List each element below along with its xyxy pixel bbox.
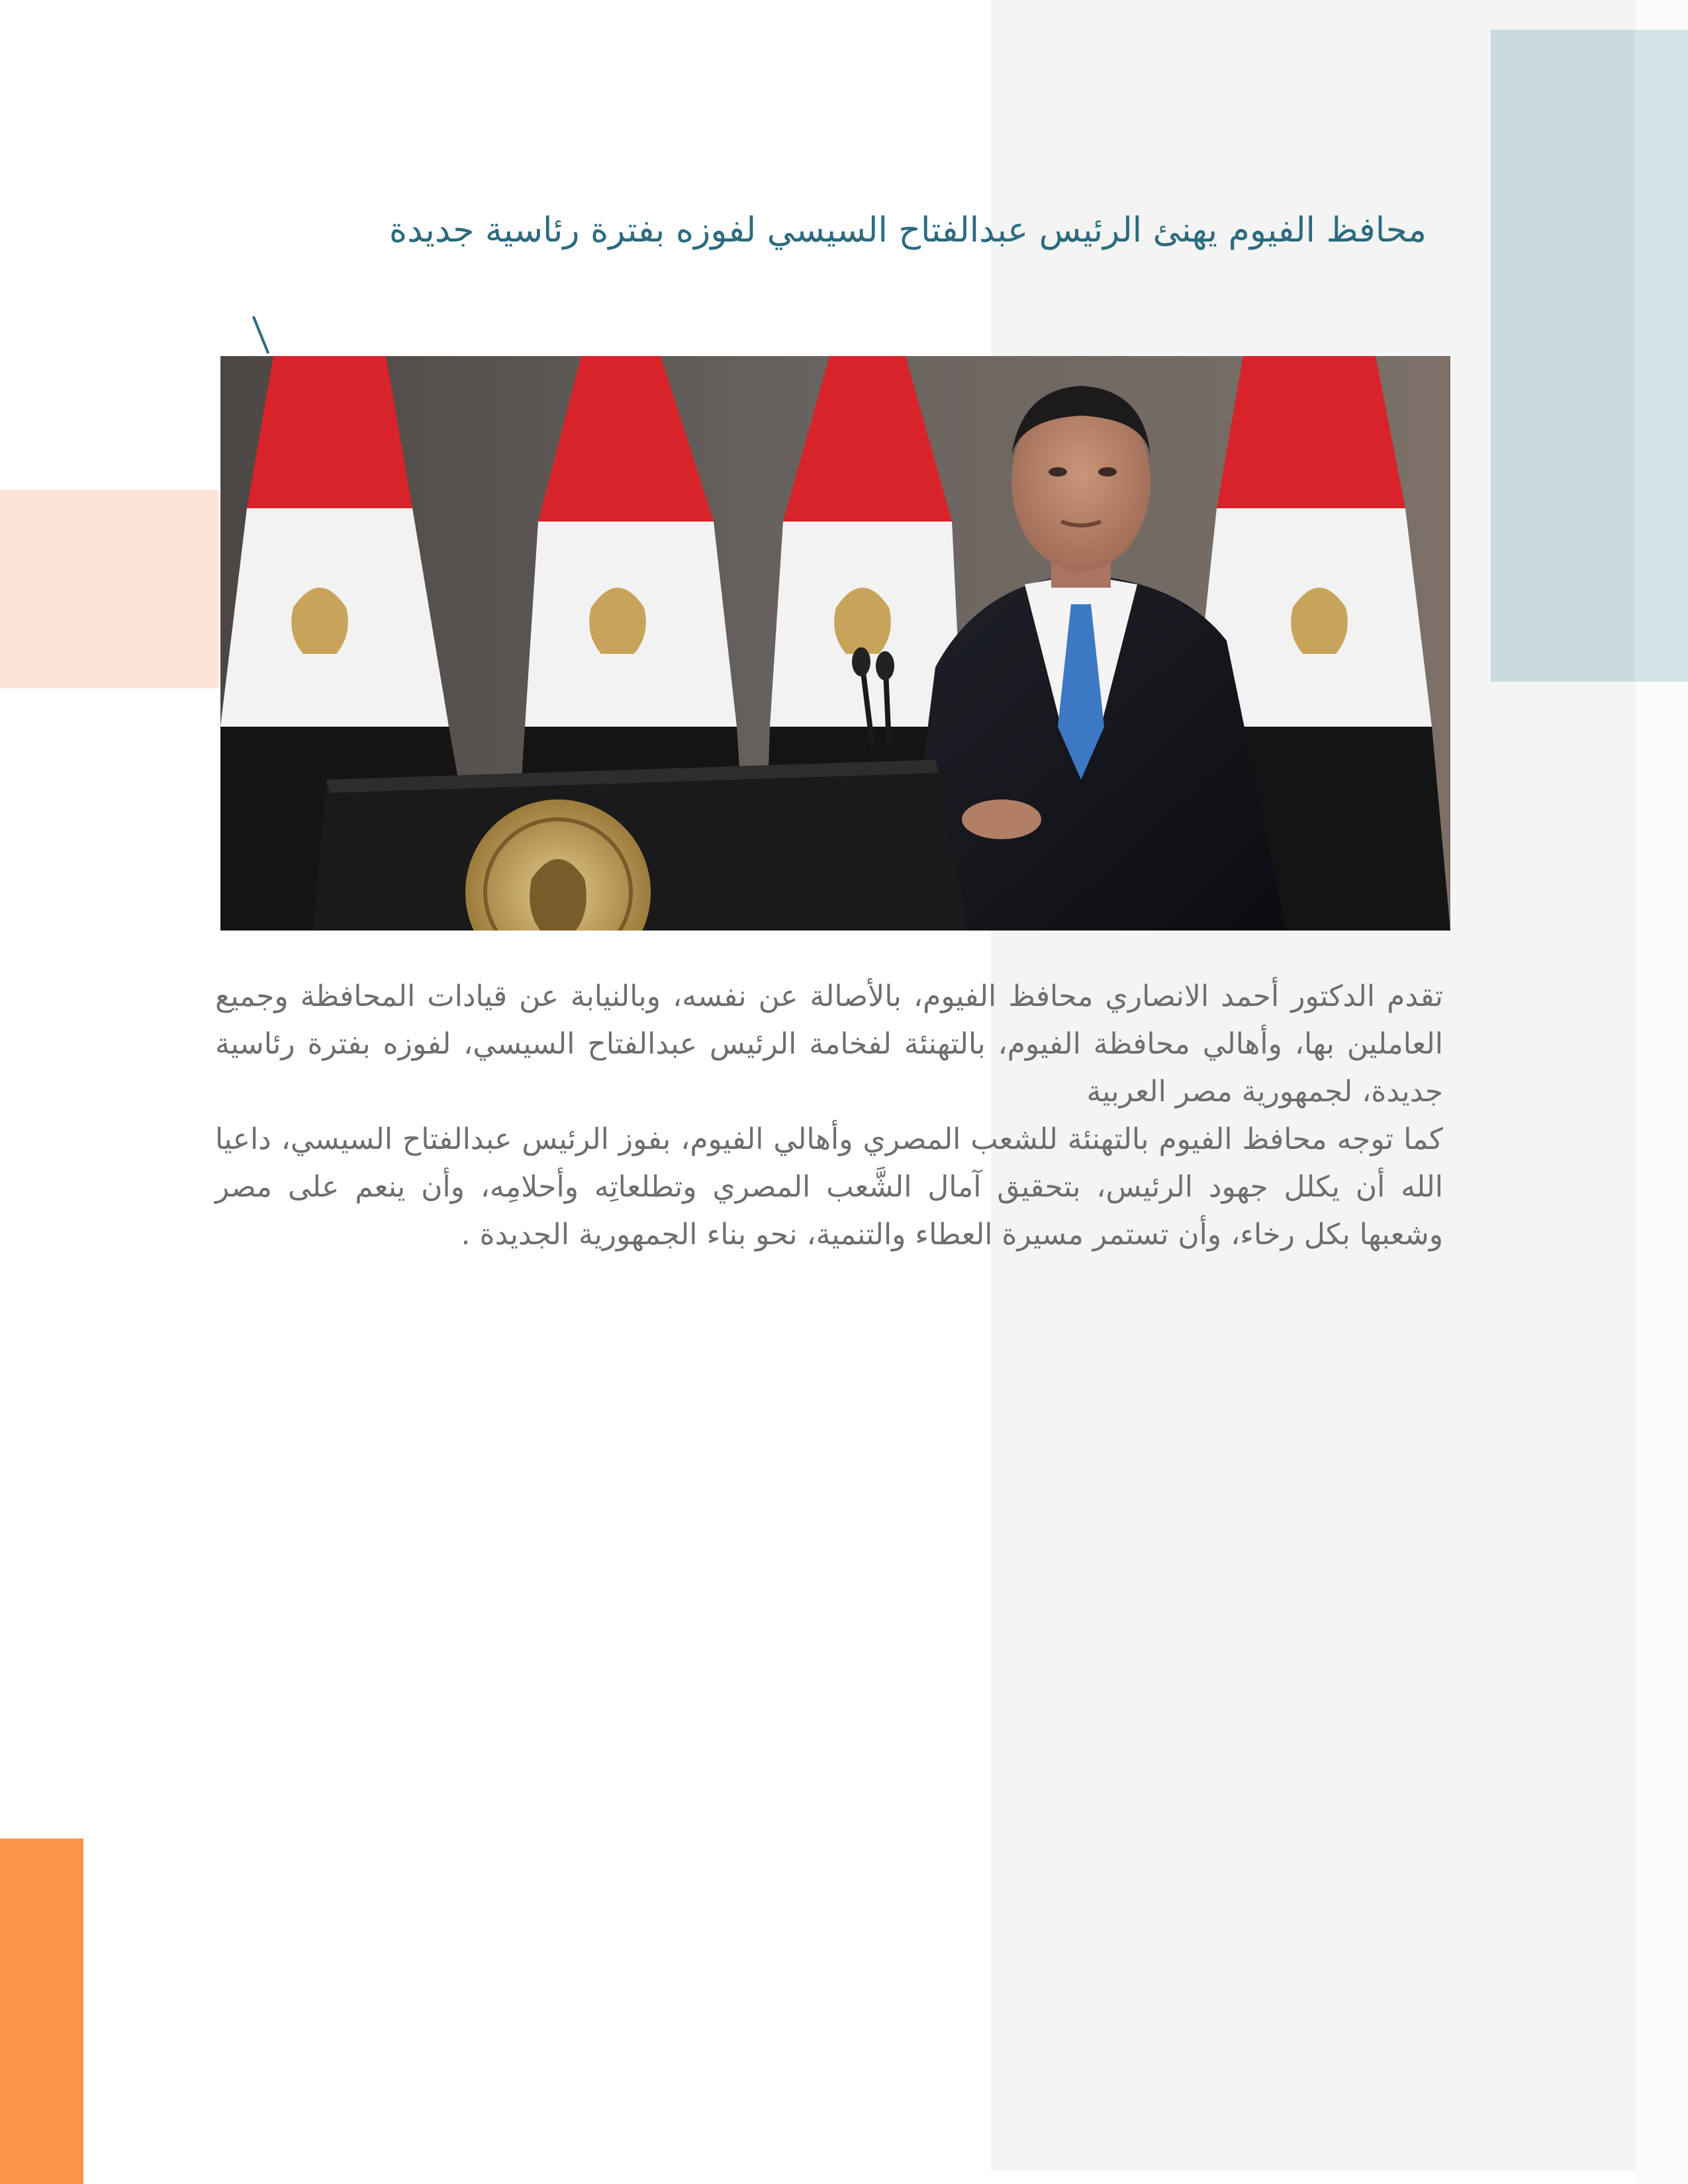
decorative-slash-mark: [252, 316, 269, 353]
decorative-orange-block: [0, 1839, 83, 2184]
decorative-peach-block: [0, 490, 218, 688]
podium: [313, 760, 968, 931]
article-paragraph: تقدم الدكتور أحمد الانصاري محافظ الفيوم، بالأصالة عن نفسه، وبالنيابة عن قيادات المحافظة وجميع العاملين بها، وأهالي محافظة الفيوم، بالتهنئة لفخامة الرئيس عبدالفتاح السيسي، لفوزه بفترة رئاسية جديدة، لجمهورية مصر العربية: [215, 979, 1443, 1109]
president-at-podium-photo: [220, 356, 1450, 931]
article-headline: محافظ الفيوم يهنئ الرئيس عبدالفتاح السيسي لفوزه بفترة رئاسية جديدة: [389, 210, 1427, 250]
article-photo: [220, 356, 1450, 931]
article-body: [215, 973, 1443, 1259]
article-paragraph: كما توجه محافظ الفيوم بالتهنئة للشعب المصري وأهالي الفيوم، بفوز الرئيس عبدالفتاح السيسي، داعيا الله أن يكلل جهود الرئيس، بتحقيق آمال الشَّعب المصري وتطلعاتِه وأحلامِه، وأن ينعم على مصر وشعبها بكل رخاء، وأن تستمر مسيرة العطاء والتنمية، نحو بناء الجمهورية الجديدة .: [215, 1122, 1443, 1251]
decorative-teal-block-edge: [1635, 30, 1688, 682]
